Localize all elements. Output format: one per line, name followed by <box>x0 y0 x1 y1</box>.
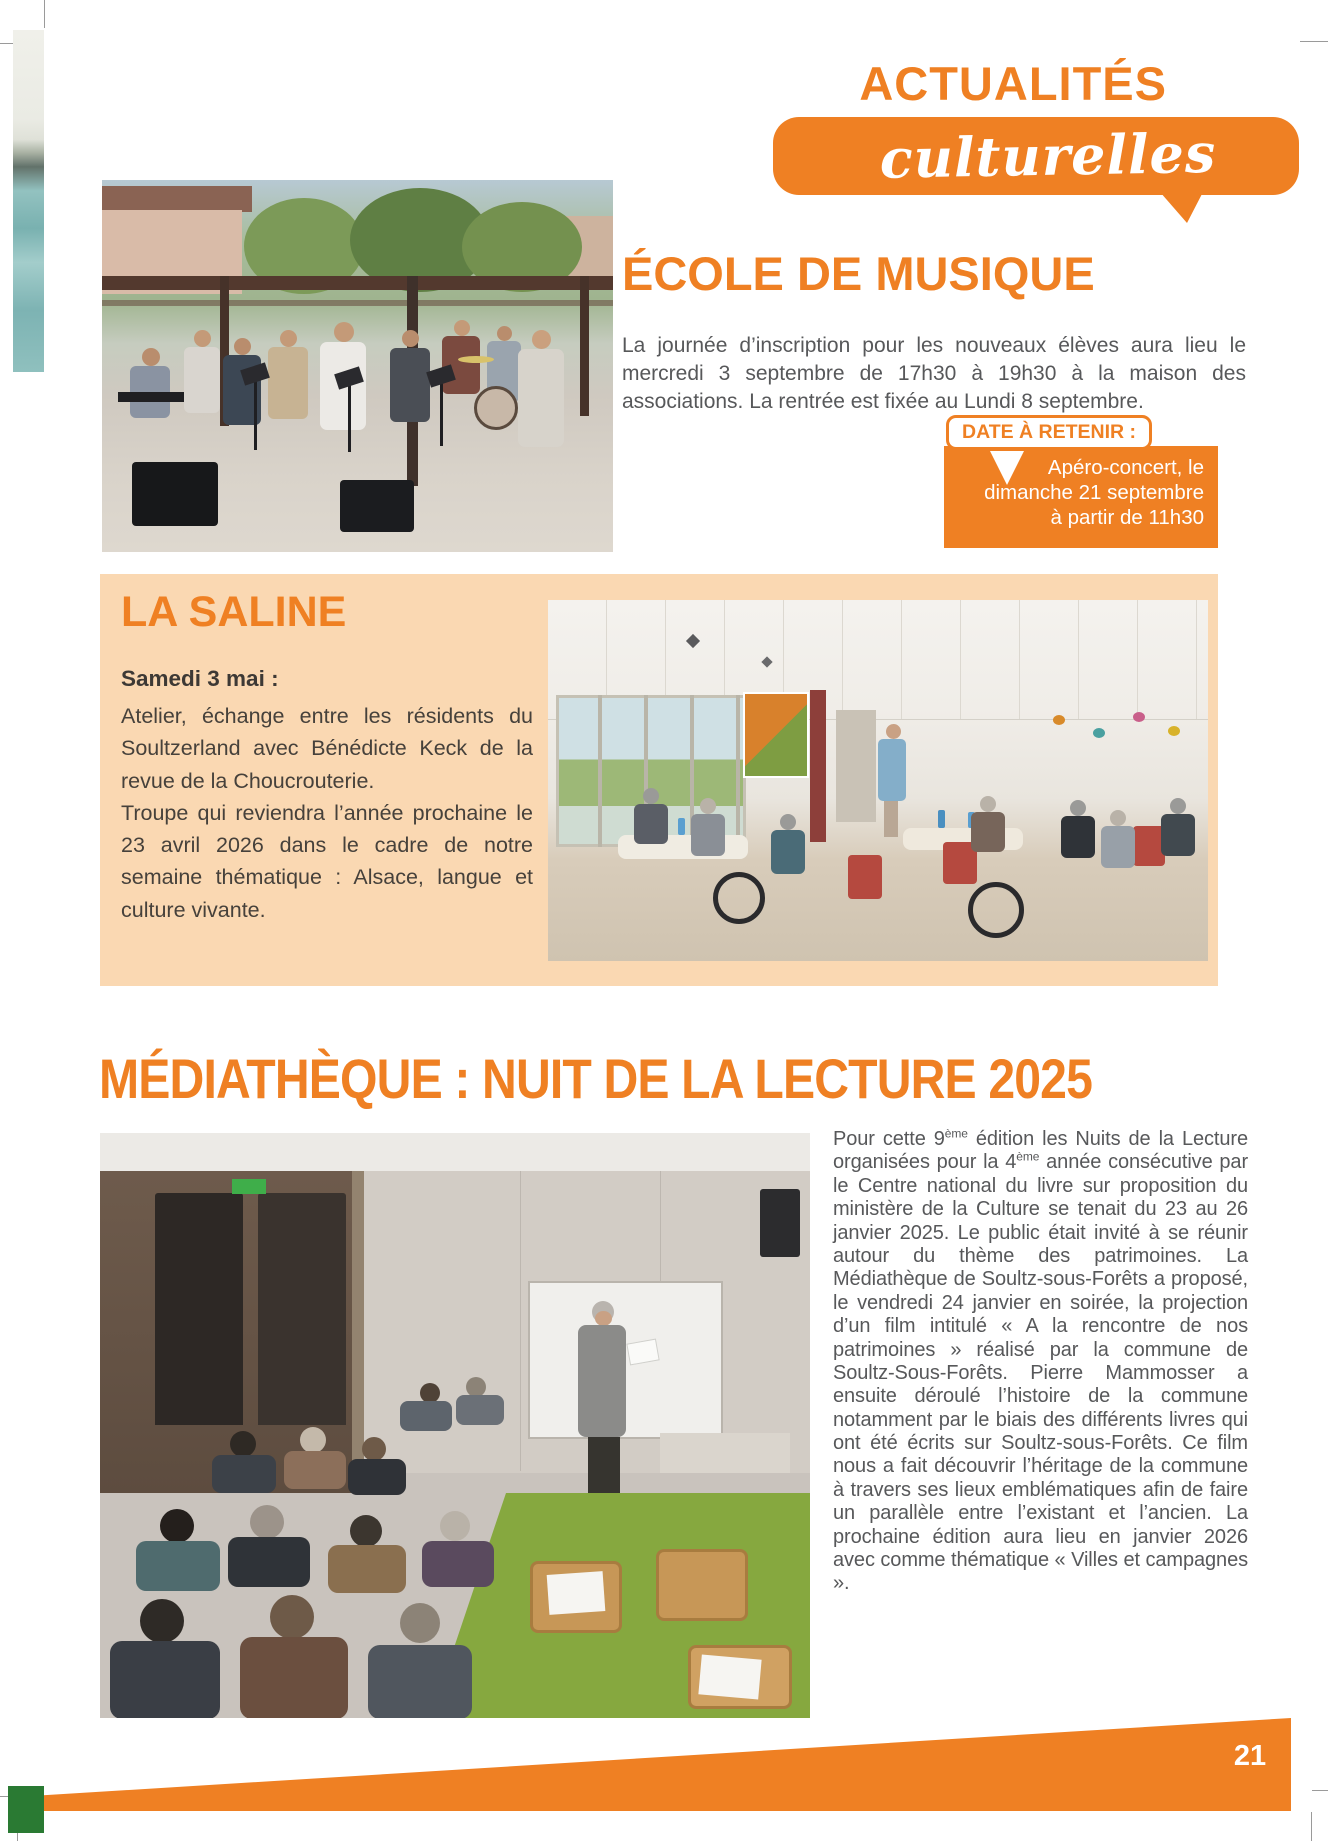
photo-shape <box>280 330 297 347</box>
photo-shape <box>743 692 809 778</box>
la-saline-photo <box>548 600 1208 961</box>
photo-shape <box>634 804 668 844</box>
photo-shape <box>713 872 765 924</box>
photo-shape <box>440 380 443 446</box>
photo-shape <box>240 1637 348 1718</box>
photo-shape <box>368 1645 472 1718</box>
crop-mark <box>1311 1812 1312 1841</box>
photo-shape <box>771 830 805 874</box>
photo-shape <box>836 710 876 822</box>
photo-shape <box>1061 816 1095 858</box>
photo-shape <box>102 276 613 290</box>
photo-shape <box>268 347 308 419</box>
photo-shape <box>352 1171 364 1473</box>
photo-shape <box>1093 728 1105 738</box>
mediatheque-body: Pour cette 9ème édition les Nuits de la Lecture organisées pour la 4ème année consécutive par le Centre national du livre sur proposition du ministère de la Culture se tenait du 23 au 26 janvier 2025. Le public était invité à se réunir autour du thème des patrimoines. La Médiathèque de Soultz-sous-Forêts a proposé, le vendredi 24 janvier en soirée, la projection d’un film intitulé « A la rencontre de nos patrimoines » réalisé par la commune de Soultz-Sous-Forêts. Pierre Mammosser a ensuite déroulé l’histoire de la commune notamment par le biais des différents livres qui ont été écrits sur Soultz-sous-Forêts. Ce film nous a fait découvrir l’héritage de la commune à travers ses lieux emblématiques afin de faire un parallèle entre l’existant et l’ancien. La prochaine édition aura lieu en janvier 2026 avec comme thématique « Villes et campagnes ». <box>833 1126 1249 1595</box>
photo-shape <box>132 462 218 526</box>
photo-shape <box>1170 798 1186 814</box>
photo-shape <box>402 330 419 347</box>
photo-shape <box>458 356 494 363</box>
photo-shape <box>595 1311 612 1326</box>
photo-shape <box>254 378 257 450</box>
photo-shape <box>1133 712 1145 722</box>
photo-shape <box>980 796 996 812</box>
photo-shape <box>678 818 685 835</box>
photo-shape <box>350 1515 382 1547</box>
photo-shape <box>155 1193 243 1425</box>
photo-shape <box>400 1603 440 1643</box>
photo-shape <box>1161 814 1195 856</box>
photo-shape <box>300 1427 326 1453</box>
photo-shape <box>140 1599 184 1643</box>
photo-shape <box>1110 810 1126 826</box>
photo-shape <box>878 739 906 801</box>
photo-shape <box>334 322 354 342</box>
photo-shape <box>270 1595 314 1639</box>
photo-shape <box>580 276 589 416</box>
date-box-arrow-icon <box>990 451 1024 485</box>
photo-shape <box>454 320 470 336</box>
photo-shape <box>102 300 613 306</box>
photo-shape <box>118 392 188 402</box>
photo-shape <box>700 798 716 814</box>
photo-shape <box>518 349 564 447</box>
photo-shape <box>643 788 659 804</box>
bubble-pointer-icon <box>1160 192 1203 223</box>
photo-shape <box>142 348 160 366</box>
photo-shape <box>212 1455 276 1493</box>
ecole-title: ÉCOLE DE MUSIQUE <box>622 247 1095 300</box>
la-saline-title: LA SALINE <box>121 588 347 636</box>
crop-mark <box>1300 41 1328 42</box>
photo-shape <box>938 810 945 828</box>
photo-shape <box>1101 826 1135 868</box>
photo-shape <box>232 1179 266 1194</box>
ecole-body-text: La journée d’inscription pour les nouveaux élèves aura lieu le mercredi 3 septembre de 17h30 à 19h30 à la maison des associations. La rentrée est fixée au Lundi 8 septembre. <box>622 334 1246 414</box>
crop-mark <box>44 0 45 28</box>
photo-shape <box>250 1505 284 1539</box>
photo-shape <box>340 480 414 532</box>
photo-shape <box>884 801 898 837</box>
photo-shape <box>760 1189 800 1257</box>
date-a-retenir-badge: DATE À RETENIR : <box>946 415 1152 450</box>
photo-shape <box>258 1193 346 1425</box>
photo-shape <box>110 1641 220 1718</box>
photo-shape <box>971 812 1005 852</box>
photo-shape <box>230 1431 256 1457</box>
photo-shape <box>390 348 430 422</box>
photo-shape <box>810 690 826 842</box>
mediatheque-title: MÉDIATHÈQUE : NUIT DE LA LECTURE 2025 <box>99 1047 1093 1110</box>
photo-shape <box>362 1437 386 1461</box>
photo-shape <box>1070 800 1086 816</box>
photo-shape <box>234 338 251 355</box>
date-box-line3: à partir de 11h30 <box>1050 506 1204 529</box>
photo-shape <box>466 1377 486 1397</box>
la-saline-paragraph-2: Troupe qui reviendra l’année prochaine le 23 avril 2026 dans le cadre de notre semaine thématique : Alsace, langue et culture vivante. <box>121 800 533 922</box>
photo-shape <box>691 814 725 856</box>
photo-shape <box>698 1654 761 1699</box>
date-highlight-box <box>944 446 1218 548</box>
photo-shape <box>456 1395 504 1425</box>
photo-shape <box>228 1537 310 1587</box>
photo-shape <box>532 330 551 349</box>
photo-shape <box>102 186 252 212</box>
photo-shape <box>420 1383 440 1403</box>
photo-shape <box>547 1571 606 1615</box>
date-box-line2: dimanche 21 septembre <box>984 481 1204 504</box>
photo-shape <box>520 1171 521 1471</box>
photo-shape <box>1168 726 1180 736</box>
page-kicker: ACTUALITÉS <box>859 57 1167 110</box>
photo-shape <box>400 1401 452 1431</box>
photo-shape <box>780 814 796 830</box>
page-number: 21 <box>1233 1740 1267 1772</box>
photo-shape <box>497 326 512 341</box>
crop-mark <box>1312 1790 1328 1791</box>
la-saline-body <box>121 700 533 926</box>
photo-shape <box>284 1451 346 1489</box>
photo-shape <box>348 1459 406 1495</box>
photo-shape <box>656 1549 748 1621</box>
date-box-line1: Apéro-concert, le <box>1047 456 1204 479</box>
la-saline-paragraph-1: Atelier, échange entre les résidents du Soultzerland avec Bénédicte Keck de la revue de la Choucrouterie. <box>121 704 533 793</box>
photo-shape <box>848 855 882 899</box>
photo-shape <box>474 386 518 430</box>
photo-shape <box>1053 715 1065 725</box>
section-bubble-label: culturelles <box>879 120 1217 191</box>
photo-shape <box>348 382 351 452</box>
photo-shape <box>660 1433 790 1473</box>
footer-band <box>15 1718 1291 1811</box>
photo-shape <box>194 330 211 347</box>
photo-shape <box>578 1325 626 1437</box>
photo-shape <box>100 1133 810 1173</box>
photo-shape <box>968 882 1024 938</box>
concert-photo <box>102 180 613 552</box>
photo-shape <box>886 724 901 739</box>
photo-shape <box>440 1511 470 1541</box>
photo-shape <box>160 1509 194 1543</box>
la-saline-date: Samedi 3 mai : <box>121 666 279 691</box>
photo-shape <box>328 1545 406 1593</box>
page-edge-photo-strip <box>13 30 44 372</box>
photo-shape <box>136 1541 220 1591</box>
footer-green-square <box>8 1786 44 1833</box>
mediatheque-photo <box>100 1133 810 1718</box>
photo-shape <box>184 347 220 413</box>
section-bubble <box>773 117 1299 195</box>
photo-shape <box>422 1541 494 1587</box>
